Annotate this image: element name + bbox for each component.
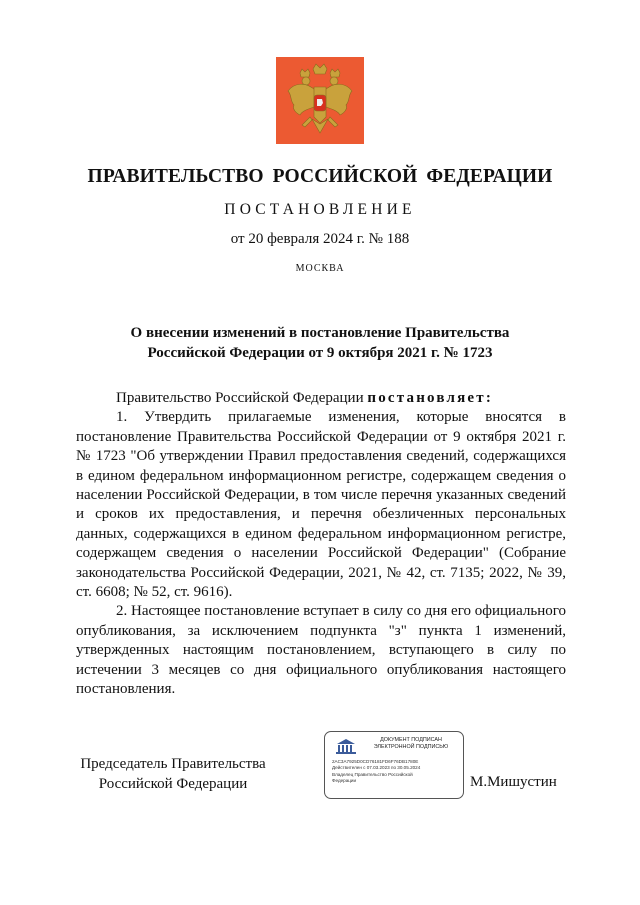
government-title: ПРАВИТЕЛЬСТВО РОССИЙСКОЙ ФЕДЕРАЦИИ [87,166,553,187]
signer-position [62,755,284,794]
government-building-icon [333,738,359,755]
stamp-title [363,737,459,751]
stamp-owner: Владелец Правительство Российской [332,771,413,777]
stamp-validity: Действителен с 07.03.2023 по 30.05.2024 [332,765,421,771]
stamp-certificate: 2AC3A7925D0CD76181FD6F76DB1780E [332,759,419,764]
coat-of-arms-emblem [276,57,364,144]
intro-paragraph [76,389,566,408]
stamp-info [332,759,460,785]
document-subject [0,323,640,363]
paragraph-1: 1. Утвердить прилагаемые изменения, которые вносятся в постановление Правительства Российской Федерации от 9 октября 2021 г. № 1723 "Об утверждении Правил предоставления сведений, содержащихся в едином федеральном информационном регистре, содержащем сведения о населении Российской Федерации, в том числе перечня указанных сведений и сроков их предоставления, и перечня обезличенных персональных данных, содержащихся в едином федеральном информационном регистре, содержащем сведения о населении Российской Федерации" (Собрание законодательства Российской Федерации, 2021, № 42, ст. 7135; 2022, № 39, ст. 6608; № 52, ст. 9616). [76,409,566,601]
stamp-title-line-2: ЭЛЕКТРОННОЙ ПОДПИСЬЮ [373,744,449,750]
document-city: МОСКВА [295,263,345,274]
stamp-owner-cont: Федерации [332,778,357,784]
document-date-number: от 20 февраля 2024 г. № 188 [230,231,410,247]
subject-line-2: Российской Федерации от 9 октября 2021 г. № 1723 [147,345,493,361]
intro-verb: постановляет: [367,390,494,406]
paragraph-2: 2. Настоящее постановление вступает в силу со дня его официального опубликования, за исключением подпункта "з" пункта 1 изменений, утвержденных настоящим постановлением, вступающего в силу по истечении 3 месяцев со дня официального опубликования настоящего постановления. [76,603,566,698]
signer-name: М.Мишустин [470,774,557,790]
electronic-signature-stamp [324,731,464,799]
signer-position-line-1: Председатель Правительства [80,756,266,772]
subject-line-1: О внесении изменений в постановление Правительства [130,325,510,341]
document-body [76,389,566,700]
signer-position-line-2: Российской Федерации [98,775,248,792]
stamp-title-line-1: ДОКУМЕНТ ПОДПИСАН [380,737,442,743]
intro-text: Правительство Российской Федерации [116,390,364,406]
document-type: ПОСТАНОВЛЕНИЕ [224,201,416,218]
